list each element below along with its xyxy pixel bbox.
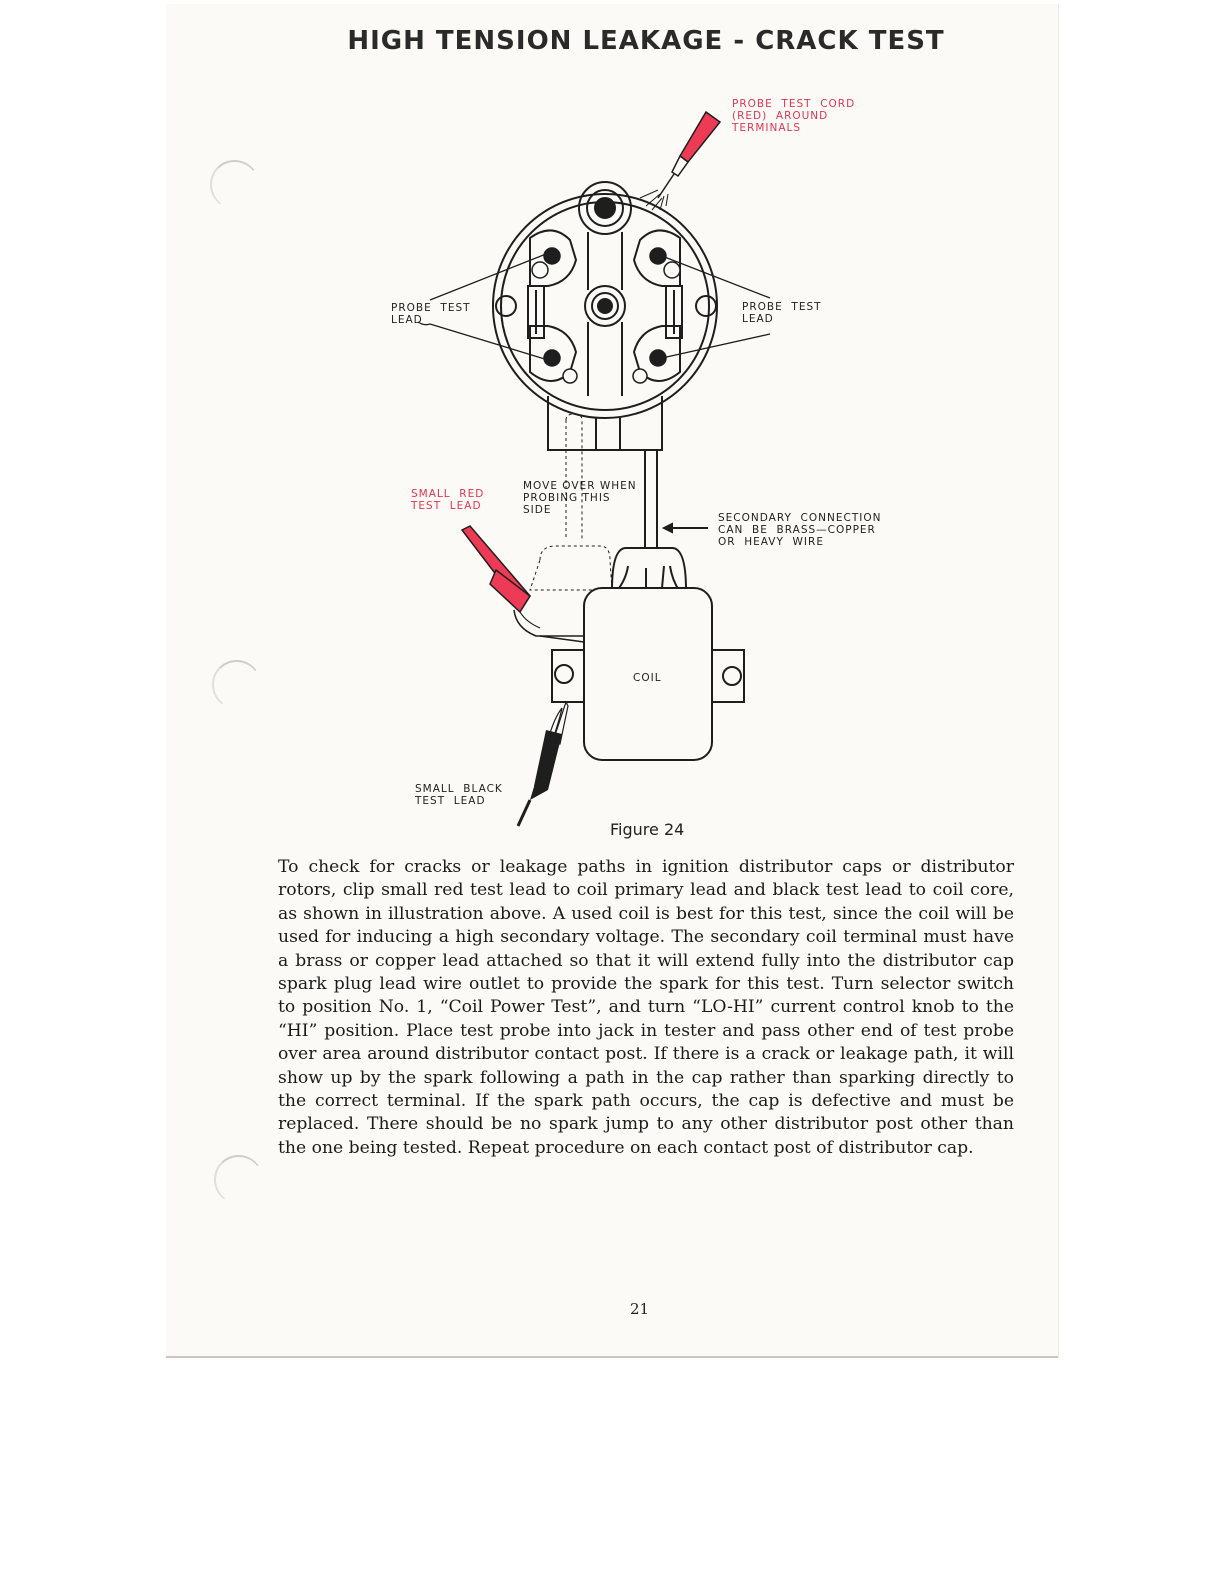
label-secondary-connection: SECONDARY CONNECTION CAN BE BRASS—COPPER OR HEAVY WIRE bbox=[718, 512, 882, 548]
small-black-test-lead-icon bbox=[518, 702, 568, 826]
label-small-red-test-lead: SMALL RED TEST LEAD bbox=[411, 488, 485, 512]
small-red-test-lead-icon bbox=[462, 526, 584, 642]
label-move-over: MOVE OVER WHEN PROBING THIS SIDE bbox=[523, 480, 637, 516]
label-coil: COIL bbox=[633, 672, 662, 684]
page-number: 21 bbox=[630, 1300, 650, 1318]
label-probe-test-cord: PROBE TEST CORD (RED) AROUND TERMINALS bbox=[732, 98, 856, 134]
coil-icon bbox=[552, 548, 744, 760]
label-probe-test-lead-left: PROBE TEST LEAD bbox=[391, 302, 471, 326]
label-small-black-test-lead: SMALL BLACK TEST LEAD bbox=[415, 783, 503, 807]
body-paragraph: To check for cracks or leakage paths in ignition distributor caps or distributor rotors, clip small red test lead to coil primary lead and black test lead to coil core, as shown in illustration above. A used coil is best for this test, since the coil will be used for inducing a high secondary voltage. The secondary coil terminal must have a brass or copper lead attached so that it will extend fully into the distributor cap spark plug lead wire outlet to provide the spark for this test. Turn selector switch to position No. 1, “Coil Power Test”, and turn “LO-HI” current control knob to the “HI” position. Place test probe into jack in tester and pass other end of test probe over area around distributor contact post. If there is a crack or leakage path, it will show up by the spark following a path in the cap rather than sparking directly to the correct terminal. If the spark path occurs, the cap is defective and must be replaced. There should be no spark jump to any other distributor post other than the one being tested. Repeat procedure on each contact post of distributor cap. bbox=[278, 857, 1014, 1158]
distributor-cap bbox=[493, 182, 717, 450]
secondary-wire bbox=[645, 450, 708, 548]
figure-caption: Figure 24 bbox=[610, 820, 685, 839]
page-title: HIGH TENSION LEAKAGE - CRACK TEST bbox=[347, 26, 945, 56]
label-probe-test-lead-right: PROBE TEST LEAD bbox=[742, 301, 822, 325]
probe-test-cord-icon bbox=[640, 112, 720, 210]
